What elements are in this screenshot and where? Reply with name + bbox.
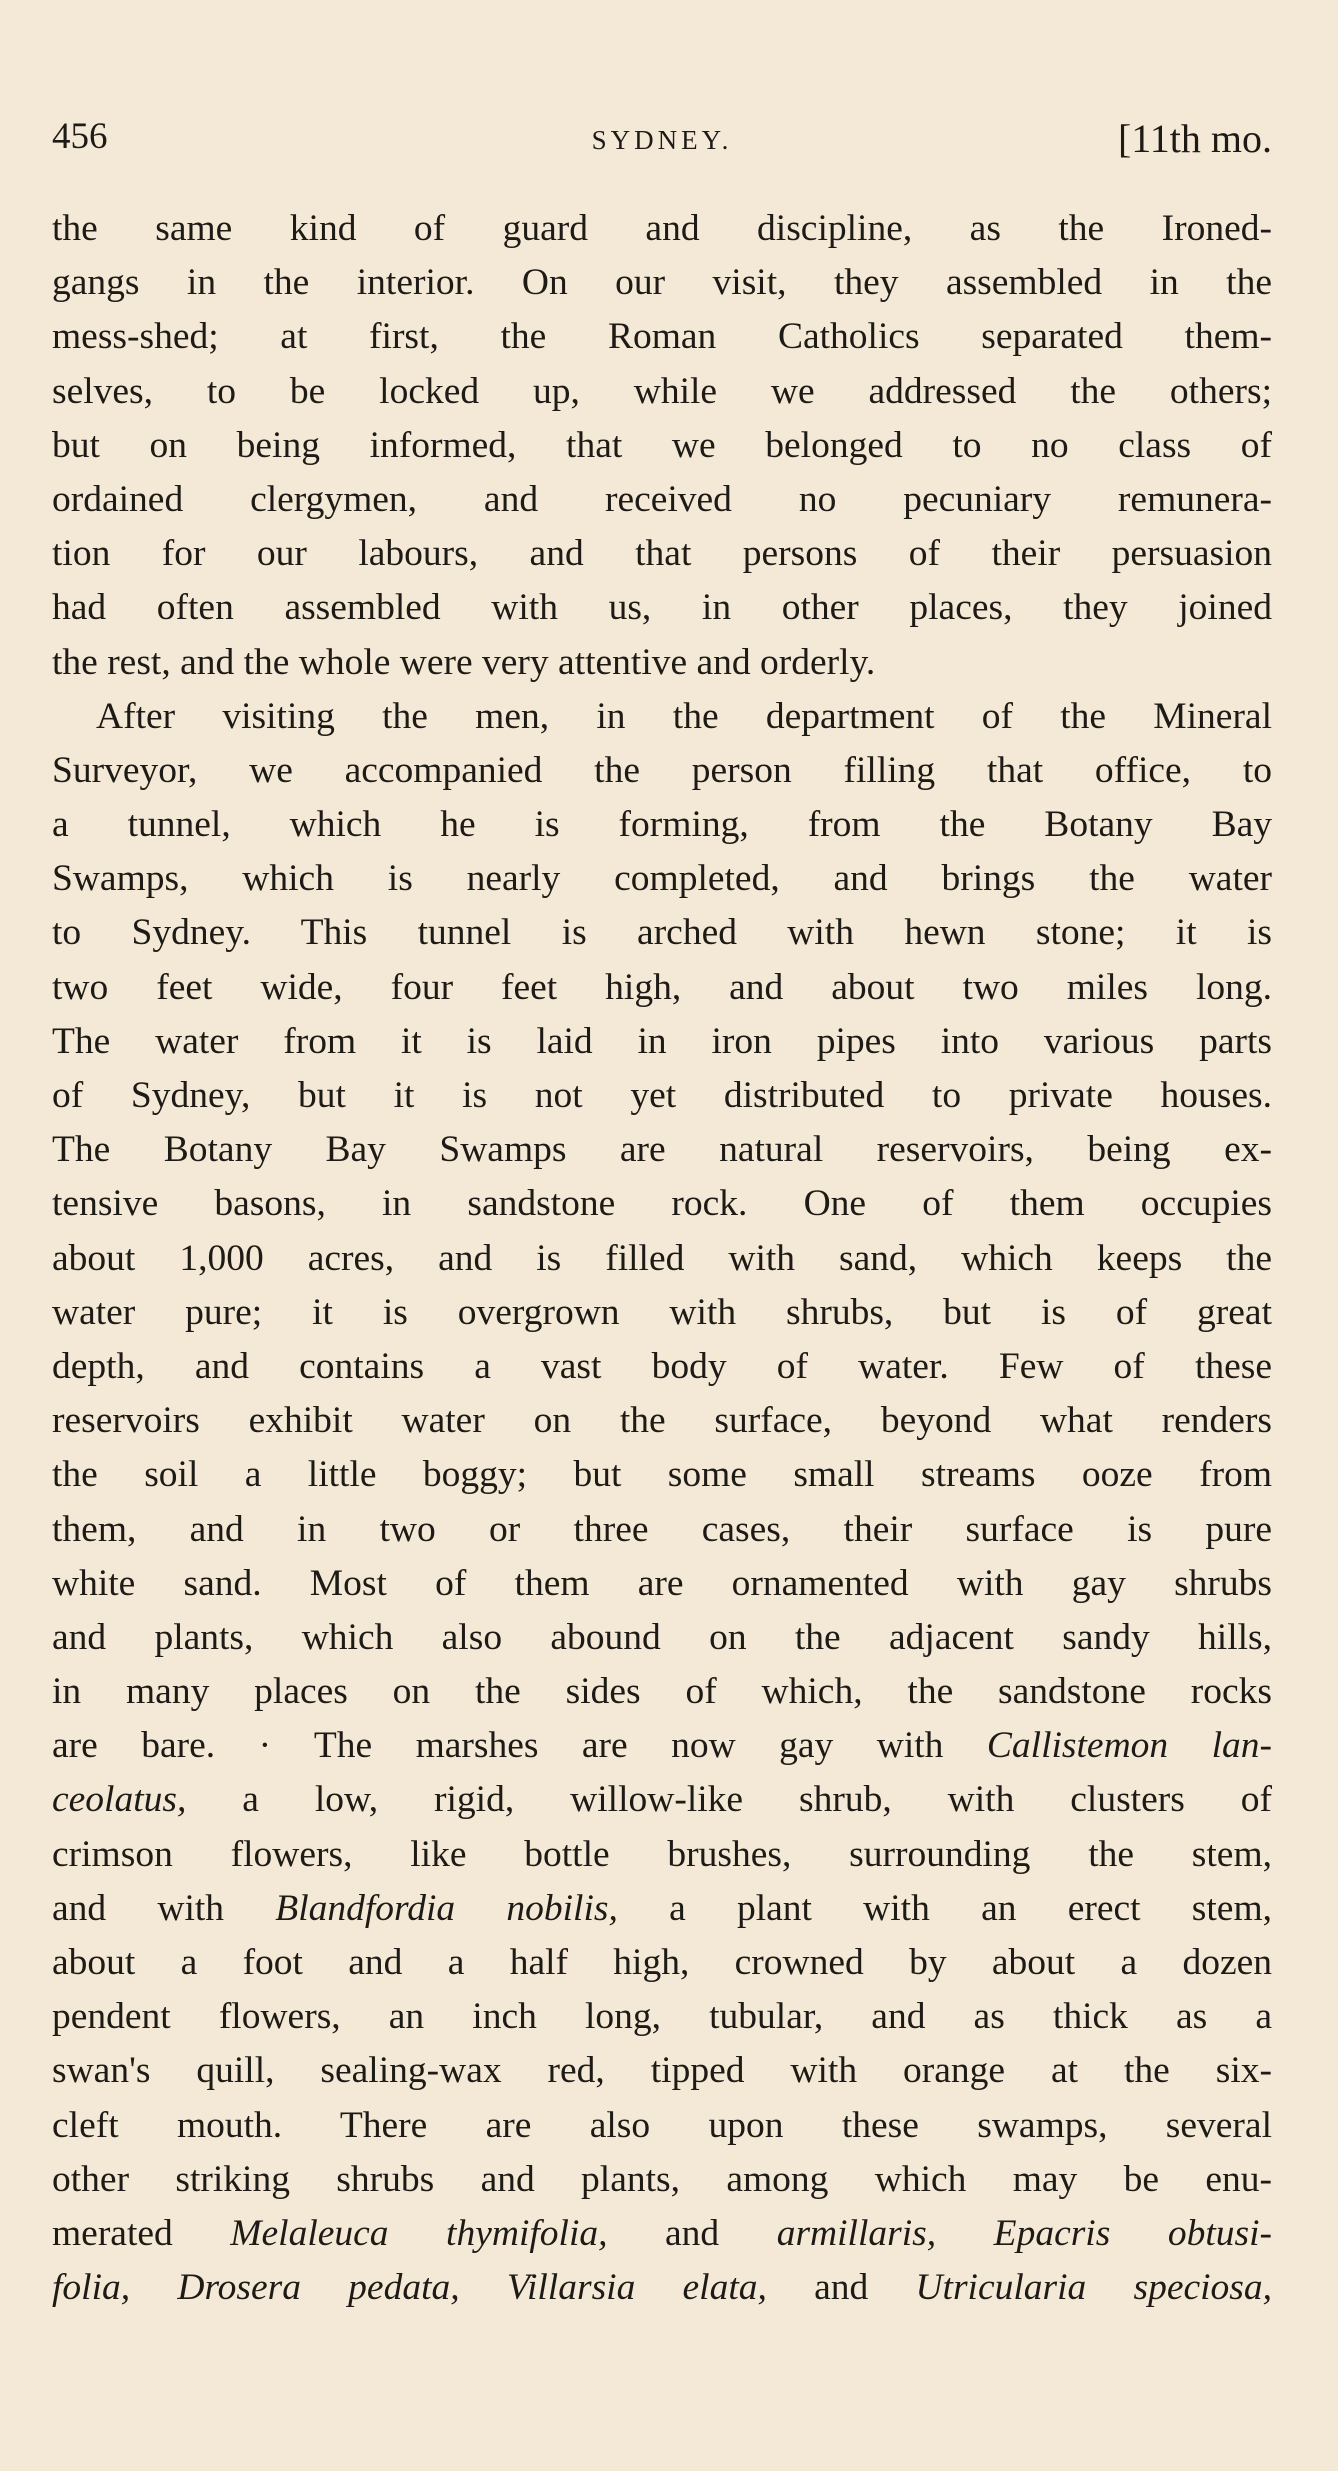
text-line: the rest, and the whole were very attentive and orderly. [52, 641, 876, 683]
section-title: SYDNEY. [591, 125, 733, 155]
text-line: the soil a little boggy; but some small streams ooze from [52, 1454, 1272, 1496]
page-number: 456 [52, 116, 108, 157]
text-line: in many places on the sides of which, the sandstone rocks [52, 1671, 1272, 1713]
text-line: Swamps, which is nearly completed, and brings the water [52, 858, 1272, 900]
text-line: selves, to be locked up, while we addressed the others; [52, 370, 1272, 412]
text-segment: and with [52, 1887, 276, 1929]
body-text [52, 202, 1272, 2315]
text-line: water pure; it is overgrown with shrubs, but is of great [52, 1291, 1272, 1333]
text-line: ordained clergymen, and received no pecuniary remunera- [52, 478, 1272, 520]
botanical-name: Blandfordia nobilis, [275, 1887, 618, 1929]
text-line: about 1,000 acres, and is filled with sand, which keeps the [52, 1237, 1272, 1279]
text-line [52, 2207, 1272, 2261]
text-line: white sand. Most of them are ornamented with gay shrubs [52, 1562, 1272, 1604]
text-line [52, 1773, 1272, 1827]
text-line: Surveyor, we accompanied the person filling that office, to [52, 749, 1272, 791]
text-line: pendent flowers, an inch long, tubular, and as thick as a [52, 1996, 1272, 2038]
text-line: the same kind of guard and discipline, as the Ironed- [52, 208, 1272, 249]
text-segment [936, 2213, 994, 2254]
botanical-name: folia, [52, 2267, 131, 2309]
text-segment [460, 2267, 507, 2308]
text-line: about a foot and a half high, crowned by about a dozen [52, 1942, 1272, 1983]
text-line: swan's quill, sealing-wax red, tipped with orange at the six- [52, 2050, 1272, 2092]
text-line: reservoirs exhibit water on the surface, beyond what renders [52, 1400, 1272, 1442]
text-line: two feet wide, four feet high, and about two miles long. [52, 966, 1272, 1008]
text-line [52, 1719, 1272, 1773]
text-line [52, 1882, 1272, 1936]
text-segment: a plant with an erect stem, [617, 1887, 1272, 1929]
botanical-name: Utricularia speciosa, [915, 2267, 1272, 2309]
running-head [52, 115, 1272, 175]
botanical-name: Callistemon lan- [986, 1725, 1272, 1767]
text-line: The water from it is laid in iron pipes into various parts [52, 1020, 1272, 1062]
text-line: tion for our labours, and that persons of their persuasion [52, 533, 1272, 575]
text-line: them, and in two or three cases, their surface is pure [52, 1508, 1272, 1550]
text-line: mess-shed; at first, the Roman Catholics separated them- [52, 316, 1272, 358]
botanical-name: Melaleuca thymifolia, [230, 2212, 608, 2254]
text-line: crimson flowers, like bottle brushes, surrounding the stem, [52, 1833, 1272, 1875]
text-segment: and [607, 2212, 777, 2254]
text-line: tensive basons, in sandstone rock. One of them occupies [52, 1183, 1272, 1225]
text-segment [130, 2267, 177, 2308]
text-line: a tunnel, which he is forming, from the Botany Bay [52, 804, 1272, 846]
text-line: had often assembled with us, in other places, they joined [52, 587, 1272, 629]
text-line: of Sydney, but it is not yet distributed to private houses. [52, 1075, 1272, 1116]
text-line: gangs in the interior. On our visit, they assembled in the [52, 262, 1272, 304]
text-line: depth, and contains a vast body of water. Few of these [52, 1345, 1272, 1387]
text-segment: and [766, 2267, 916, 2309]
text-segment: are bare. · The marshes are now gay with [52, 1725, 987, 1767]
text-line: and plants, which also abound on the adjacent sandy hills, [52, 1616, 1272, 1658]
text-segment: merated [52, 2212, 231, 2254]
text-line: After visiting the men, in the department of the Mineral [96, 695, 1272, 737]
text-line: other striking shrubs and plants, among which may be enu- [52, 2158, 1272, 2200]
text-line: but on being informed, that we belonged to no class of [52, 424, 1272, 466]
botanical-name: armillaris, [776, 2212, 937, 2254]
botanical-name: Drosera pedata, [177, 2267, 460, 2309]
text-line: cleft mouth. There are also upon these swamps, several [52, 2104, 1272, 2146]
botanical-name: Epacris obtusi- [993, 2212, 1272, 2254]
text-segment: a low, rigid, willow-like shrub, with clusters of [186, 1779, 1272, 1821]
text-line: to Sydney. This tunnel is arched with hewn stone; it is [52, 912, 1272, 954]
botanical-name: Villarsia elata, [506, 2267, 767, 2309]
month-label: [11th mo. [1117, 116, 1272, 161]
text-line: The Botany Bay Swamps are natural reservoirs, being ex- [52, 1129, 1272, 1171]
botanical-name: ceolatus, [52, 1779, 187, 1821]
text-line [52, 2261, 1272, 2315]
